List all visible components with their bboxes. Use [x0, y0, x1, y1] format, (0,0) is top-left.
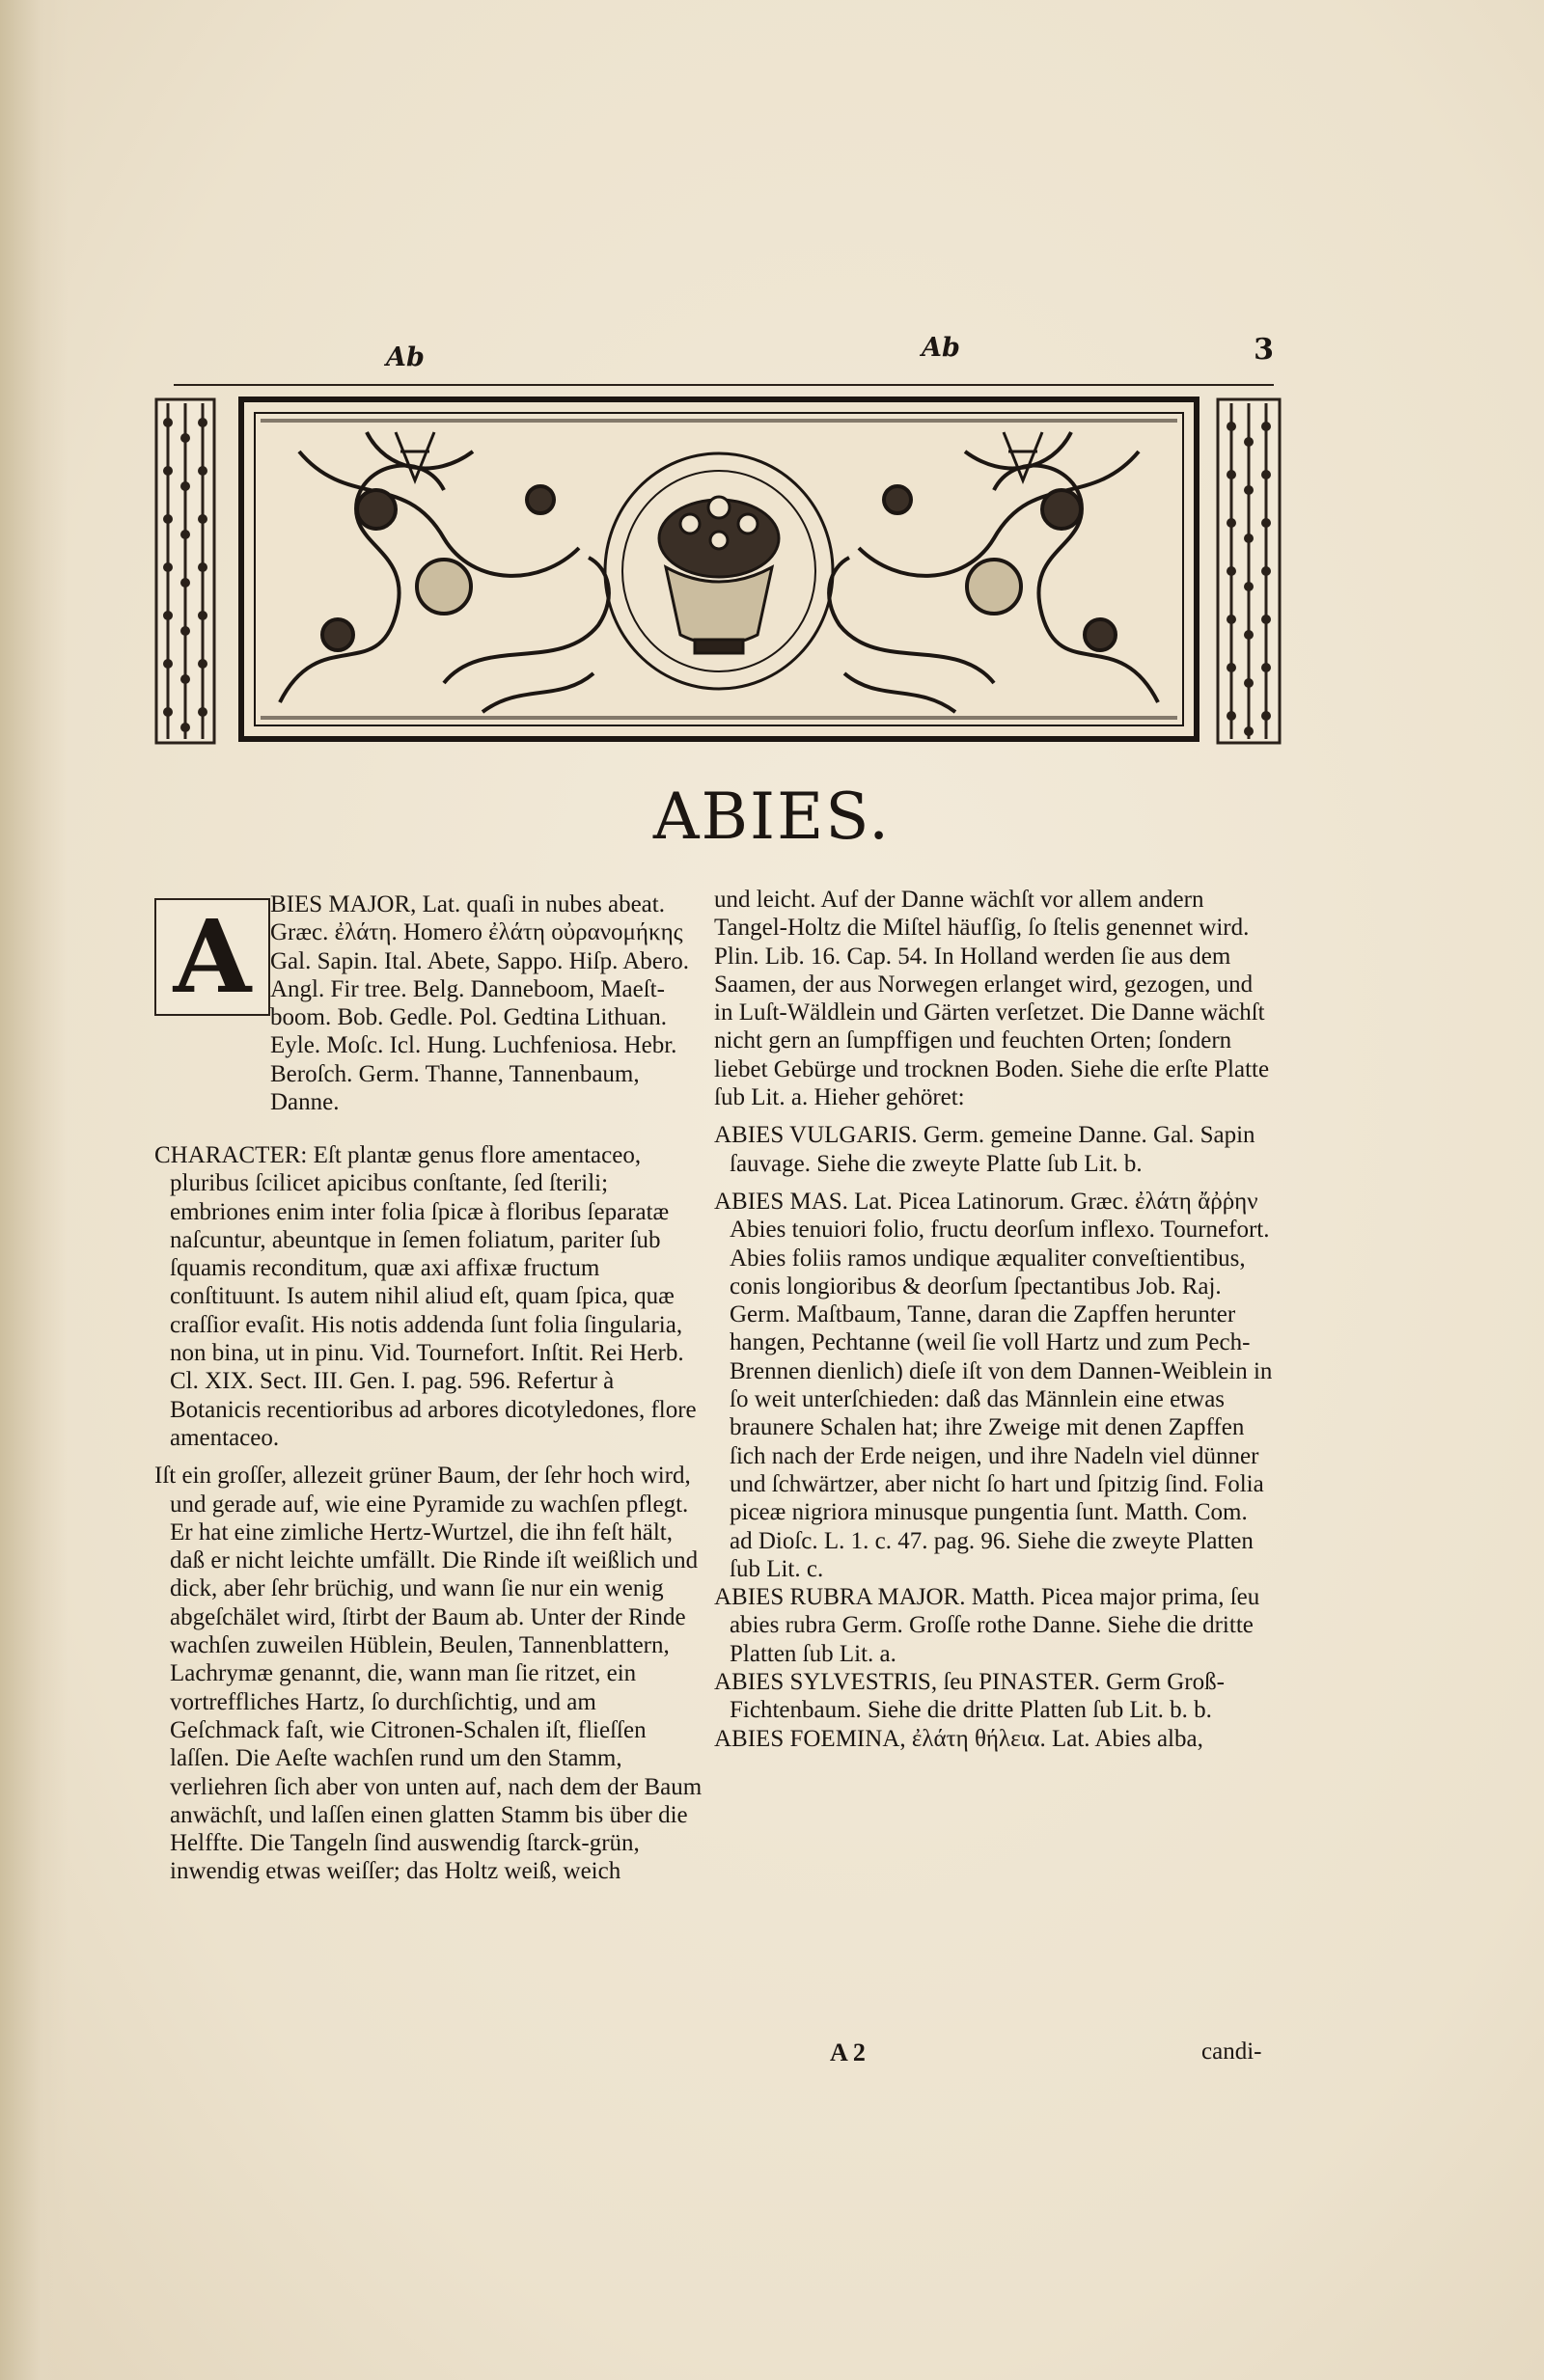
- abies-rubra-major-text: ABIES RUBRA MAJOR. Matth. Picea major prima, ſeu abies rubra Germ. Groſſe rothe Danne. Siehe die dritte Platten ſub Lit. a.: [714, 1584, 1260, 1667]
- abies-foemina-text: ABIES FOEMINA, ἐλάτη θήλεια. Lat. Abies alba,: [714, 1725, 1203, 1752]
- abies-sylvestris-text: ABIES SYLVESTRIS, ſeu PINASTER. Germ Groß-Fichtenbaum. Siehe die dritte Platten ſub Lit. b. b.: [714, 1669, 1225, 1724]
- page-number: 3: [1254, 333, 1274, 367]
- left-column: [154, 890, 704, 1886]
- catchword: candi-: [1201, 2038, 1262, 2065]
- running-head-left: Ab: [386, 342, 425, 372]
- character-text: CHARACTER: Eſt plantæ genus flore amentaceo, pluribus ſcilicet apicibus conſtante, ſed ſterili; embriones enim inter folia ſpicæ à floribus ſeparatæ naſcuntur, abeuntque in ſemen foliatum, pariter ſub ſquamis reconditum, quæ axi affixæ fructum conſtituunt. Is autem nihil aliud eſt, quam ſpica, quæ craſſior evaſit. His notis addenda ſunt folia ſingularia, non bina, ut in pinu. Vid. Tournefort. Inſtit. Rei Herb. Cl. XIX. Sect. III. Gen. I. pag. 596. Refertur à Botanicis recentioribus ad arbores dicotyledones, flore amentaceo.: [154, 1142, 697, 1451]
- abies-vulgaris-text: ABIES VULGARIS. Germ. gemeine Danne. Gal. Sapin ſauvage. Siehe die zweyte Platte ſub Lit. b.: [714, 1122, 1255, 1177]
- ornamental-headpiece: [154, 394, 1283, 749]
- first-entry: [154, 890, 704, 1141]
- page-gutter-shadow: [0, 0, 68, 2380]
- description-text: Iſt ein groſſer, allezeit grüner Baum, der ſehr hoch wird, und gerade auf, wie eine Pyramide zu wachſen pflegt. Er hat eine zimliche Hertz-Wurtzel, die ihn feſt hält, daß er nicht leichte umfällt. Die Rinde iſt weißlich und dick, aber ſehr brüchig, und wann ſie nur ein wenig abgeſchälet wird, ſtirbt der Baum ab. Unter der Rinde wachſen zuweilen Hüblein, Beulen, Tannenblattern, Lachrymæ genannt, die, wann man ſie ritzet, ein vortreffliches Hartz, ſo durchſichtig, und am Geſchmack faſt, wie Citronen-Schalen iſt, flieſſen laſſen. Die Aeſte wachſen rund um den Stamm, verliehren ſich aber von unten auf, nach dem der Baum anwächſt, und laſſen einen glatten Stamm bis über die Helffte. Die Tangeln ſind auswendig ſtarck-grün, inwendig etwas weiſſer; das Holtz weiß, weich: [154, 1463, 703, 1885]
- description-continued-text: und leicht. Auf der Danne wächſt vor allem andern Tangel-Holtz die Miſtel häufſig, ſo ſtelis genennet wird. Plin. Lib. 16. Cap. 54. In Holland werden ſie aus dem Saamen, der aus Norwegen erlanget wird, gezogen, und in Luſt-Wäldlein und Gärten verſetzet. Die Danne wächſt nicht gern an ſumpffigen und feuchten Orten; ſondern liebet Gebürge und trocknen Boden. Siehe die erſte Platte ſub Lit. a. Hieher gehöret:: [714, 887, 1270, 1111]
- entry-title: ABIES.: [652, 780, 892, 854]
- signature-mark: A 2: [830, 2038, 866, 2066]
- right-column: [714, 886, 1274, 1753]
- header-rule: [174, 384, 1274, 386]
- abies-major-text: BIES MAJOR, Lat. quaſi in nubes abeat. Græc. ἐλάτη. Homero ἐλάτη οὐρανομήκης Gal. Sapin. Ital. Abete, Sappo. Hiſp. Abero. Angl. Fir tree. Belg. Danneboom, Maeſt-boom. Bob. Gedle. Pol. Gedtina Lithuan. Eyle. Moſc. Icl. Hung. Luchfeniosa. Hebr. Beroſch. Germ. Thanne, Tannenbaum, Danne.: [270, 891, 689, 1116]
- running-head-center: Ab: [922, 333, 960, 363]
- running-head: [174, 333, 1274, 371]
- abies-mas-text: ABIES MAS. Lat. Picea Latinorum. Græc. ἐλάτη ἄῤῥην Abies tenuiori folio, fructu deorſum inflexo. Tournefort. Abies foliis ramos undique æqualiter conveſtientibus, conis longioribus & deorſum ſpectantibus Job. Raj. Germ. Maſtbaum, Tanne, daran die Zapffen herunter hangen, Pechtanne (weil ſie voll Hartz und zum Pech-Brennen dienlich) dieſe iſt von dem Dannen-Weiblein in ſo weit unterſchieden: daß das Männlein eine etwas braunere Schalen hat; ihre Zweige mit denen Zapffen ſich nach der Erde neigen, und ihre Nadeln viel dünner und ſchwärtzer, aber nicht ſo hart und ſpitzig ſind. Folia piceæ nigriora minusque pungentia ſunt. Matth. Com. ad Dioſc. L. 1. c. 47. pag. 96. Siehe die zweyte Platten ſub Lit. c.: [714, 1188, 1273, 1582]
- dropcap-letter: A: [173, 897, 252, 1016]
- ornamental-dropcap: [154, 898, 270, 1016]
